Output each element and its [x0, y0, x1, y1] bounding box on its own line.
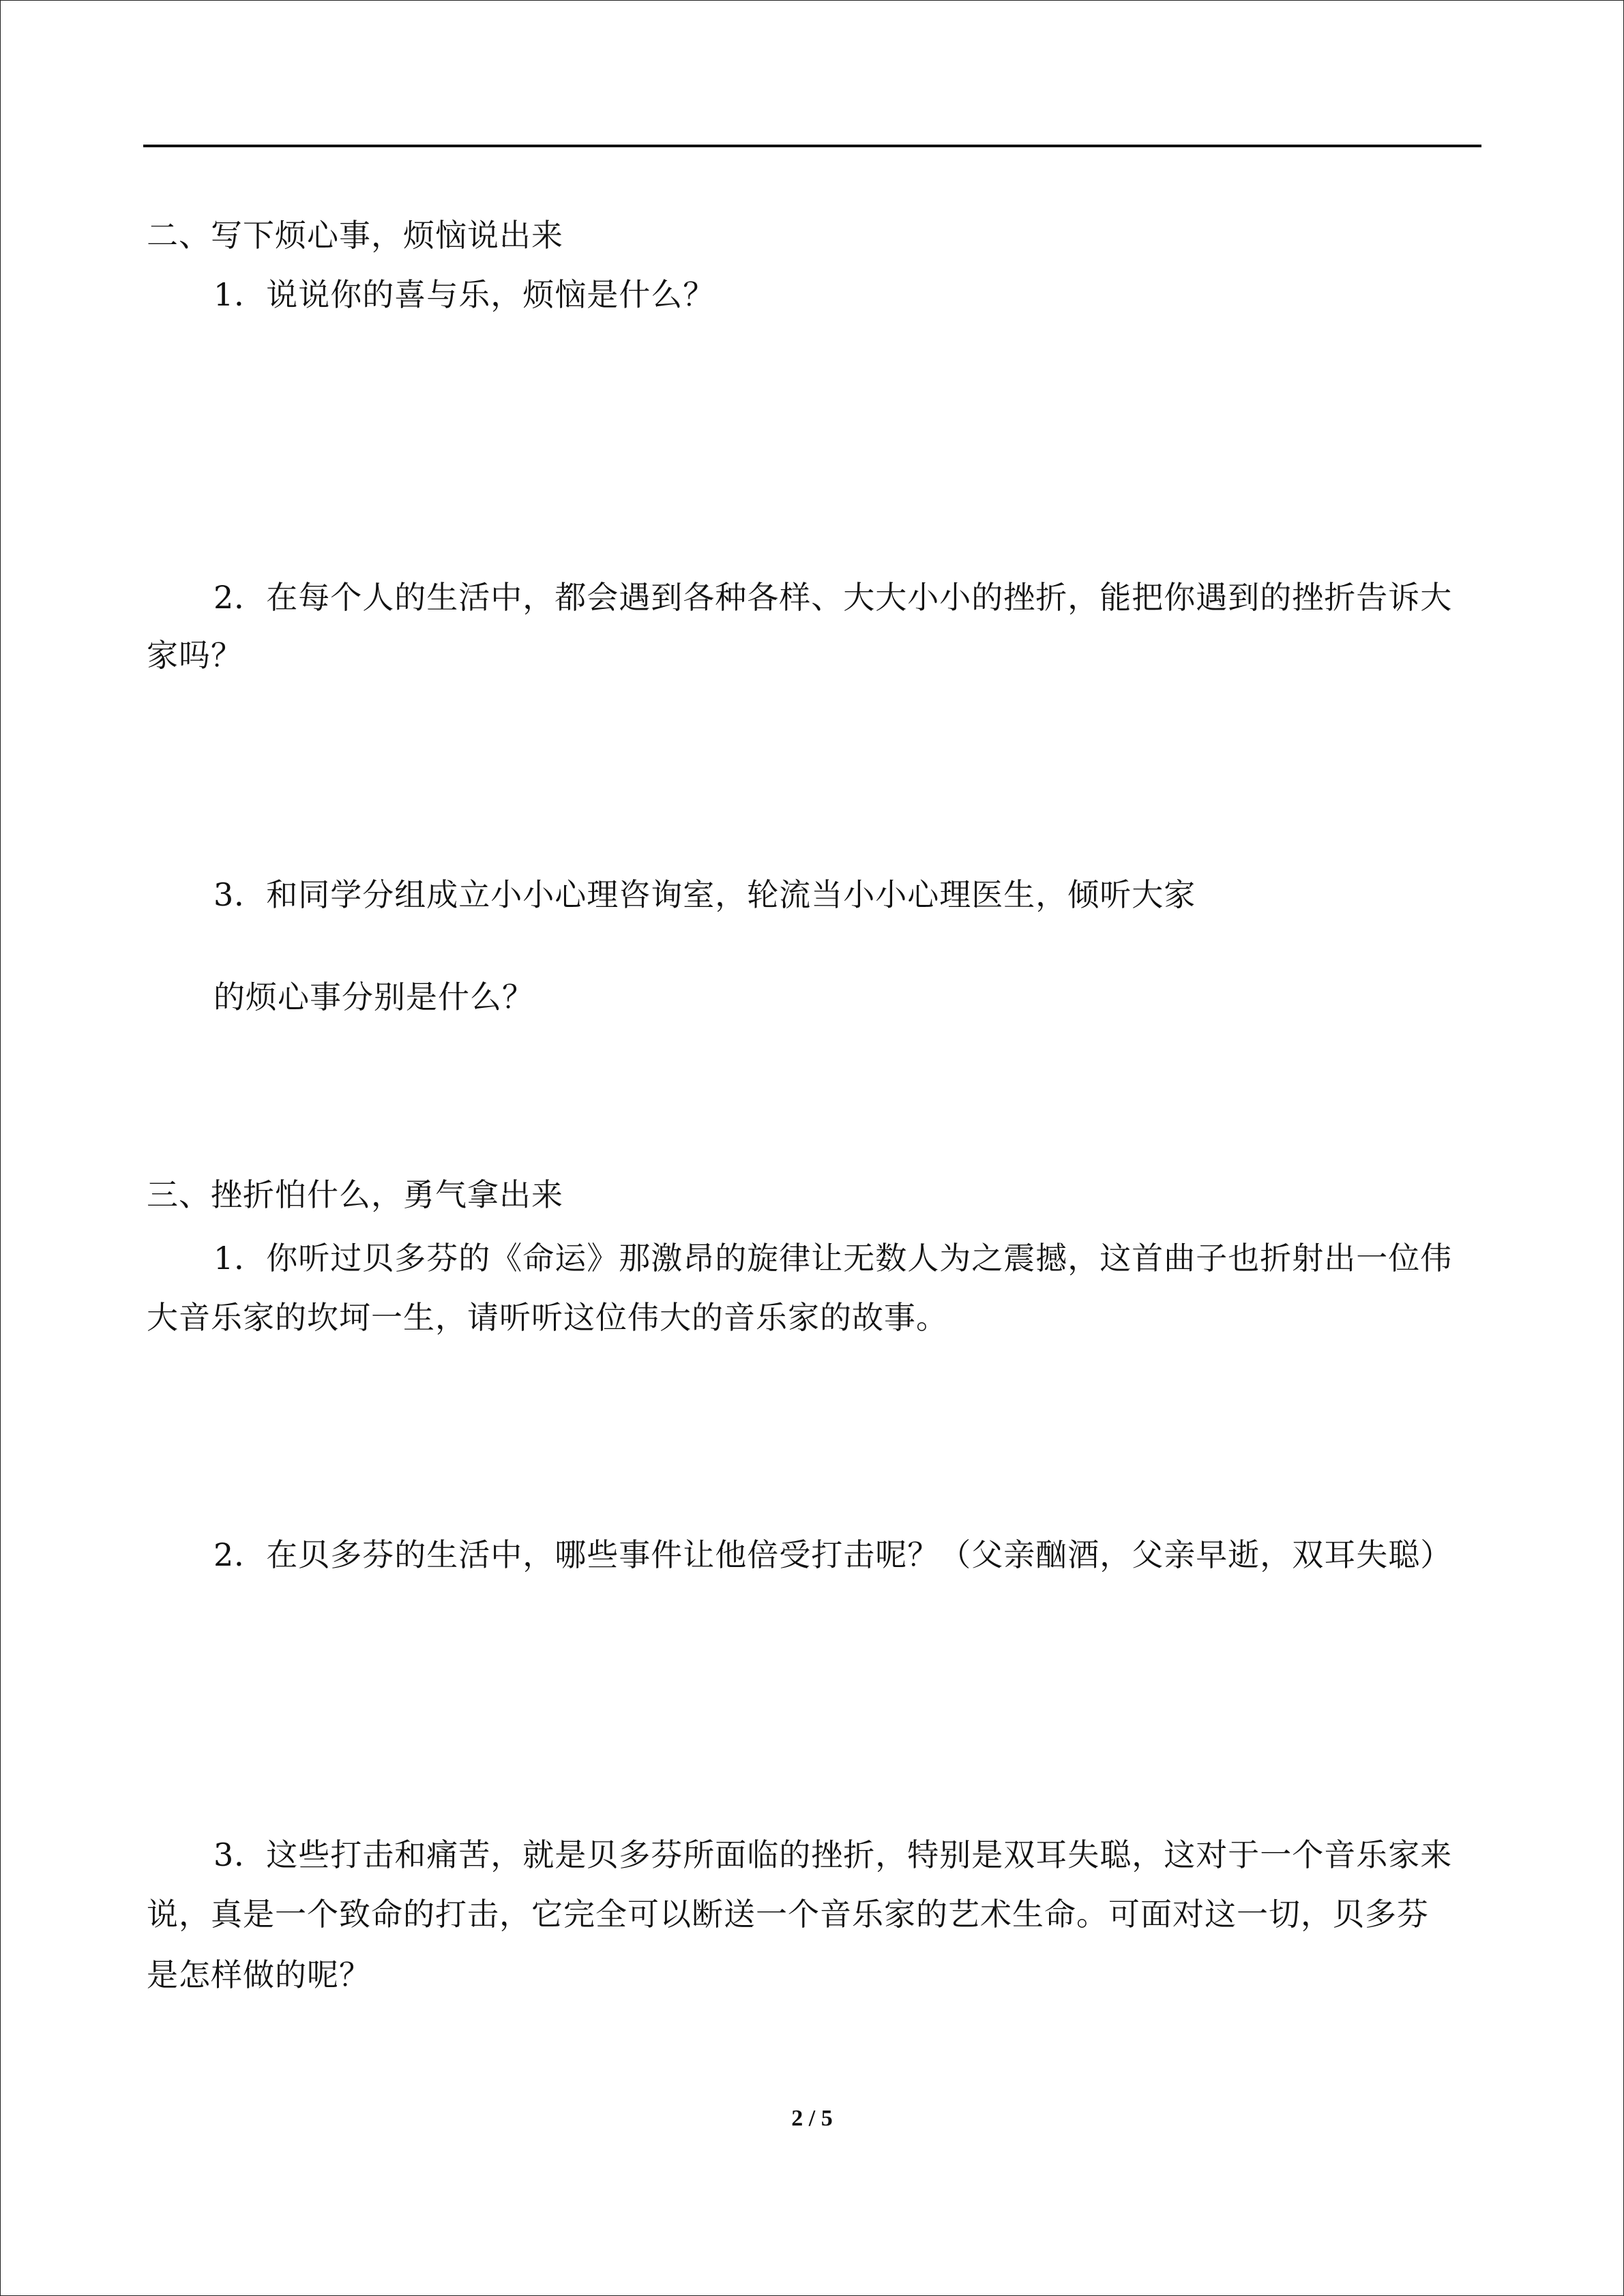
section2-heading: 二、写下烦心事，烦恼说出来 — [147, 217, 563, 254]
page-number: 2 / 5 — [791, 2106, 833, 2131]
section3-question-1-line-2: 大音乐家的坎坷一生，请听听这位伟大的音乐家的故事。 — [147, 1299, 948, 1336]
section2-question-3-line-1: 3．和同学分组成立小小心理咨询室，轮流当小小心理医生，倾听大家 — [213, 876, 1196, 913]
section3-question-3-line-2: 说，真是一个致命的打击，它完全可以断送一个音乐家的艺术生命。可面对这一切，贝多芬 — [147, 1896, 1429, 1933]
section3-question-3-line-3: 是怎样做的呢？ — [147, 1956, 371, 1993]
section2-question-3-line-2: 的烦心事分别是什么？ — [213, 979, 534, 1015]
section2-question-2-line-1: 2．在每个人的生活中，都会遇到各种各样、大大小小的挫折，能把你遇到的挫折告诉大 — [213, 579, 1453, 616]
section2-question-2-line-2: 家吗？ — [147, 637, 243, 674]
section3-question-2: 2．在贝多芬的生活中，哪些事件让他倍受打击呢？（父亲酗酒，父亲早逝，双耳失聪） — [213, 1536, 1453, 1573]
section3-question-3-line-1: 3．这些打击和痛苦，就是贝多芬所面临的挫折，特别是双耳失聪，这对于一个音乐家来 — [213, 1836, 1453, 1873]
section3-question-1-line-1: 1．你听过贝多芬的《命运》那激昂的旋律让无数人为之震撼，这首曲子也折射出一位伟 — [213, 1240, 1453, 1277]
header-rule — [143, 145, 1481, 147]
section3-heading: 三、挫折怕什么，勇气拿出来 — [147, 1176, 563, 1213]
section2-question-1: 1．说说你的喜与乐，烦恼是什么？ — [213, 276, 715, 313]
